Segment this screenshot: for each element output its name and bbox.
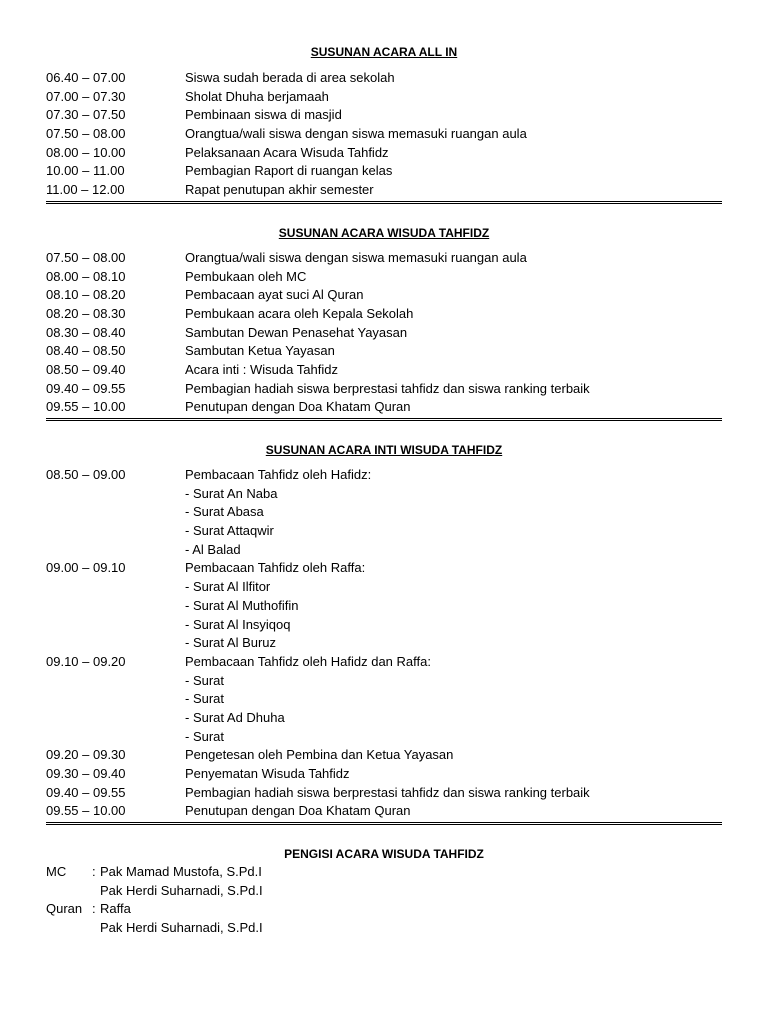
schedule-time: 08.00 – 10.00 <box>46 144 126 160</box>
schedule-row <box>46 503 722 522</box>
schedule-description: - Surat Abasa <box>185 504 264 520</box>
schedule-row <box>46 690 722 709</box>
section-title: SUSUNAN ACARA WISUDA TAHFIDZ <box>278 225 490 240</box>
schedule-row <box>46 522 722 541</box>
section-all-in <box>46 43 722 204</box>
pengisi-name: Raffa <box>100 901 131 917</box>
schedule-time: 09.30 – 09.40 <box>46 766 126 781</box>
schedule-row <box>46 802 722 821</box>
schedule-row <box>46 361 722 380</box>
pengisi-list <box>46 863 722 938</box>
schedule-description: - Surat An Naba <box>185 485 278 501</box>
pengisi-colon <box>92 919 100 938</box>
pengisi-colon: : <box>92 901 96 917</box>
schedule-row <box>46 125 722 144</box>
schedule-time: 08.10 – 08.20 <box>46 287 126 303</box>
schedule-description: Siswa sudah berada di area sekolah <box>185 70 395 85</box>
schedule-time <box>46 597 185 616</box>
schedule-description: - Surat Attaqwir <box>185 523 274 539</box>
schedule-row <box>46 485 722 504</box>
schedule-row <box>46 88 722 107</box>
schedule-row <box>46 249 722 268</box>
schedule-list <box>46 69 722 200</box>
pengisi-role: Quran <box>46 901 83 917</box>
schedule-description: Orangtua/wali siswa dengan siswa memasuki ruangan aula <box>185 249 527 265</box>
schedule-time: 10.00 – 11.00 <box>46 163 125 179</box>
schedule-time: 08.30 – 08.40 <box>46 324 126 340</box>
document-page <box>46 43 722 938</box>
schedule-row <box>46 541 722 560</box>
pengisi-name: Pak Herdi Suharnadi, S.Pd.I <box>100 920 263 936</box>
schedule-row <box>46 162 722 181</box>
schedule-description: - Al Balad <box>185 541 241 557</box>
schedule-description: Pembacaan ayat suci Al Quran <box>185 287 364 303</box>
pengisi-name: Pak Mamad Mustofa, S.Pd.I <box>100 864 262 880</box>
schedule-description: - Surat Al Insyiqoq <box>185 616 291 632</box>
schedule-list <box>46 249 722 417</box>
schedule-row <box>46 653 722 672</box>
schedule-description: Pembagian hadiah siswa berprestasi tahfidz dan siswa ranking terbaik <box>185 380 590 396</box>
schedule-row <box>46 672 722 691</box>
schedule-description: Sambutan Dewan Penasehat Yayasan <box>185 324 408 340</box>
schedule-row <box>46 305 722 324</box>
pengisi-colon <box>92 882 100 901</box>
schedule-time: 08.00 – 08.10 <box>46 268 126 284</box>
schedule-time: 09.40 – 09.55 <box>46 784 126 800</box>
section-pengisi-acara <box>46 845 722 938</box>
schedule-row <box>46 342 722 361</box>
schedule-time: 08.20 – 08.30 <box>46 305 126 321</box>
schedule-row <box>46 765 722 784</box>
schedule-description: Pembagian Raport di ruangan kelas <box>185 163 393 179</box>
schedule-time: 07.50 – 08.00 <box>46 249 126 265</box>
schedule-description: Pembukaan oleh MC <box>185 268 307 284</box>
schedule-time: 09.10 – 09.20 <box>46 653 126 669</box>
schedule-time: 09.55 – 10.00 <box>46 399 126 415</box>
schedule-row <box>46 380 722 399</box>
schedule-description: - Surat Ad Dhuha <box>185 709 285 725</box>
pengisi-role <box>46 919 92 938</box>
schedule-description: Penyematan Wisuda Tahfidz <box>185 766 350 781</box>
schedule-row <box>46 181 722 200</box>
section-wisuda-tahfidz <box>46 224 722 421</box>
schedule-time <box>46 485 185 504</box>
schedule-row <box>46 144 722 163</box>
schedule-row <box>46 268 722 287</box>
schedule-row <box>46 106 722 125</box>
section-title: SUSUNAN ACARA ALL IN <box>310 45 458 59</box>
schedule-description: - Surat Al Ilfitor <box>185 579 271 595</box>
pengisi-role: MC <box>46 864 67 880</box>
schedule-description: Pembacaan Tahfidz oleh Raffa: <box>185 560 366 576</box>
schedule-description: - Surat <box>185 691 225 707</box>
schedule-description: - Surat <box>185 672 225 688</box>
schedule-time: 08.50 – 09.00 <box>46 467 126 482</box>
schedule-row <box>46 578 722 597</box>
schedule-list <box>46 466 722 821</box>
schedule-description: Orangtua/wali siswa dengan siswa memasuki ruangan aula <box>185 126 527 142</box>
schedule-description: Sambutan Ketua Yayasan <box>185 343 335 359</box>
section-title: PENGISI ACARA WISUDA TAHFIDZ <box>284 847 484 862</box>
schedule-time: 06.40 – 07.00 <box>46 70 126 85</box>
schedule-description: Penutupan dengan Doa Khatam Quran <box>185 803 411 819</box>
schedule-description: Pelaksanaan Acara Wisuda Tahfidz <box>185 144 389 160</box>
schedule-description: Penutupan dengan Doa Khatam Quran <box>185 399 411 415</box>
schedule-time <box>46 672 185 691</box>
schedule-row <box>46 597 722 616</box>
pengisi-name: Pak Herdi Suharnadi, S.Pd.I <box>100 882 263 898</box>
schedule-row <box>46 728 722 747</box>
schedule-time: 07.00 – 07.30 <box>46 88 126 104</box>
schedule-time: 09.20 – 09.30 <box>46 747 126 763</box>
pengisi-row <box>46 882 722 901</box>
schedule-time <box>46 728 185 747</box>
schedule-time <box>46 541 185 560</box>
schedule-row <box>46 784 722 803</box>
schedule-row <box>46 634 722 653</box>
schedule-time <box>46 522 185 541</box>
schedule-description: Pembukaan acara oleh Kepala Sekolah <box>185 305 414 321</box>
section-title: SUSUNAN ACARA INTI WISUDA TAHFIDZ <box>265 443 503 457</box>
schedule-row <box>46 69 722 88</box>
schedule-time <box>46 578 185 597</box>
pengisi-row <box>46 863 722 882</box>
schedule-description: Rapat penutupan akhir semester <box>185 182 374 198</box>
schedule-row <box>46 709 722 728</box>
pengisi-colon: : <box>92 864 96 880</box>
schedule-time: 08.50 – 09.40 <box>46 361 126 377</box>
schedule-time: 11.00 – 12.00 <box>46 182 125 198</box>
pengisi-row <box>46 919 722 938</box>
schedule-row <box>46 286 722 305</box>
schedule-description: - Surat Al Buruz <box>185 635 277 651</box>
schedule-description: Pembinaan siswa di masjid <box>185 107 342 123</box>
section-inti-wisuda-tahfidz <box>46 441 722 825</box>
schedule-time: 09.40 – 09.55 <box>46 380 126 396</box>
schedule-description: Pengetesan oleh Pembina dan Ketua Yayasan <box>185 747 454 763</box>
schedule-description: - Surat <box>185 728 225 744</box>
schedule-time: 07.50 – 08.00 <box>46 126 126 142</box>
pengisi-role <box>46 882 92 901</box>
schedule-time: 09.55 – 10.00 <box>46 803 126 819</box>
pengisi-row <box>46 900 722 919</box>
schedule-row <box>46 324 722 343</box>
schedule-description: Pembacaan Tahfidz oleh Hafidz dan Raffa: <box>185 653 431 669</box>
schedule-description: Acara inti : Wisuda Tahfidz <box>185 361 338 377</box>
schedule-time <box>46 616 185 635</box>
schedule-row <box>46 616 722 635</box>
schedule-description: Sholat Dhuha berjamaah <box>185 88 329 104</box>
schedule-time <box>46 709 185 728</box>
schedule-description: Pembagian hadiah siswa berprestasi tahfidz dan siswa ranking terbaik <box>185 784 590 800</box>
schedule-time: 07.30 – 07.50 <box>46 107 126 123</box>
schedule-row <box>46 746 722 765</box>
schedule-row <box>46 466 722 485</box>
schedule-row <box>46 559 722 578</box>
schedule-time: 09.00 – 09.10 <box>46 560 126 576</box>
schedule-time: 08.40 – 08.50 <box>46 343 126 359</box>
schedule-row <box>46 398 722 417</box>
schedule-description: Pembacaan Tahfidz oleh Hafidz: <box>185 467 372 482</box>
schedule-time <box>46 634 185 653</box>
schedule-time <box>46 690 185 709</box>
schedule-time <box>46 503 185 522</box>
schedule-description: - Surat Al Muthofifin <box>185 597 299 613</box>
